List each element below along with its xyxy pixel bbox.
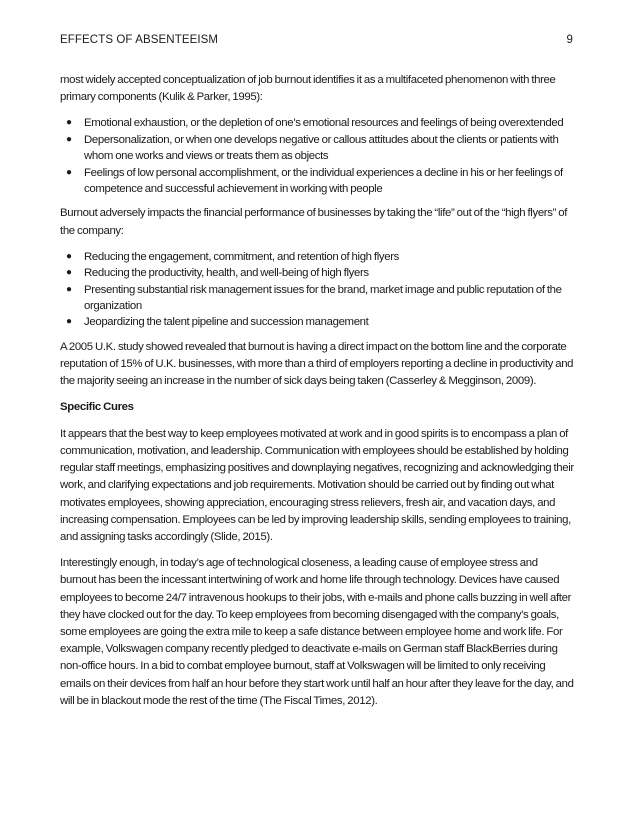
intro-paragraph: most widely accepted conceptualization of job burnout identifies it as a multifaceted phenomenon with three primary components (Kulik & Parker, 1995):: [60, 74, 556, 104]
bullet-icon: ●: [66, 166, 72, 178]
list-item: ● Feelings of low personal accomplishment, or the individual experiences a decline in his or her feelings of competence and successful achievement in working with people: [66, 166, 563, 196]
document-body: [60, 72, 575, 719]
running-header: [60, 34, 573, 50]
list-item: ● Reducing the engagement, commitment, and retention of high flyers: [60, 249, 575, 265]
cures-paragraph-1: It appears that the best way to keep employees motivated at work and in good spirits is to encompass a plan of communication, motivation, and leadership. Communication with employees should be established by holding regular staff meetings, emphasizing positives and downplaying negatives, recognizing and acknowledging their work, and clarifying expectations and job requirements. Motivation should be carried out by finding out what motivates employees, showing appreciation, encouraging stress relievers, fresh air, and vacation days, and increasing compensation. Employees can be led by improving leadership skills, sending employees to training, and assigning tasks accordingly (Slide, 2015).: [60, 427, 574, 543]
bullet-icon: ●: [66, 117, 72, 129]
list-item: ● Jeopardizing the talent pipeline and succession management: [60, 314, 575, 330]
list-item: ● Reducing the productivity, health, and well-being of high flyers: [60, 265, 575, 281]
running-head-title: EFFECTS OF ABSENTEEISM: [60, 34, 219, 46]
burnout-components-list: [60, 115, 575, 197]
list-item: ● Presenting substantial risk management issues for the brand, market image and public reputation of the organization: [66, 283, 562, 313]
bullet-icon: ●: [66, 250, 72, 262]
page-number: 9: [566, 34, 573, 46]
bullet-icon: ●: [66, 267, 72, 279]
bullet-icon: ●: [66, 133, 72, 145]
bullet-icon: ●: [66, 283, 72, 295]
cures-paragraph-2: Interestingly enough, in today’s age of technological closeness, a leading cause of employee stress and burnout has been the incessant intertwining of work and home life through technology. Devices have caused employees to become 24/7 intravenous hookups to their jobs, with e-mails and phone calls buzzing in well after they have clocked out for the day. To keep employees from becoming disengaged with the company’s goals, some employees are going the extra mile to keep a safe distance between employee home and work life. For example, Volkswagen company recently pledged to deactivate e-mails on German staff BlackBerries during non-office hours. In a bid to combat employee burnout, staff at Volkswagen will be limited to only receiving emails on their devices from half an hour before they start work until half an hour after they leave for the day, and will be in blackout mode the rest of the time (The Fiscal Times, 2012).: [60, 557, 574, 707]
bullet-icon: ●: [66, 316, 72, 328]
impacts-list: [60, 249, 575, 331]
list-item: ● Emotional exhaustion, or the depletion of one’s emotional resources and feelings of being overextended: [60, 115, 575, 131]
study-paragraph: A 2005 U.K. study showed revealed that burnout is having a direct impact on the bottom line and the corporate reputation of 15% of U.K. businesses, with more than a third of employers reporting a decline in productivity and the majority seeing an increase in the number of sick days being taken (Casserley & Megginson, 2009).: [60, 340, 574, 388]
impacts-paragraph: Burnout adversely impacts the financial performance of businesses by taking the “life” out of the “high flyers” of the company:: [60, 207, 568, 237]
list-item: ● Depersonalization, or when one develops negative or callous attitudes about the clients or patients with whom one works and views or treats them as objects: [66, 133, 559, 163]
section-heading: Specific Cures: [60, 401, 134, 414]
